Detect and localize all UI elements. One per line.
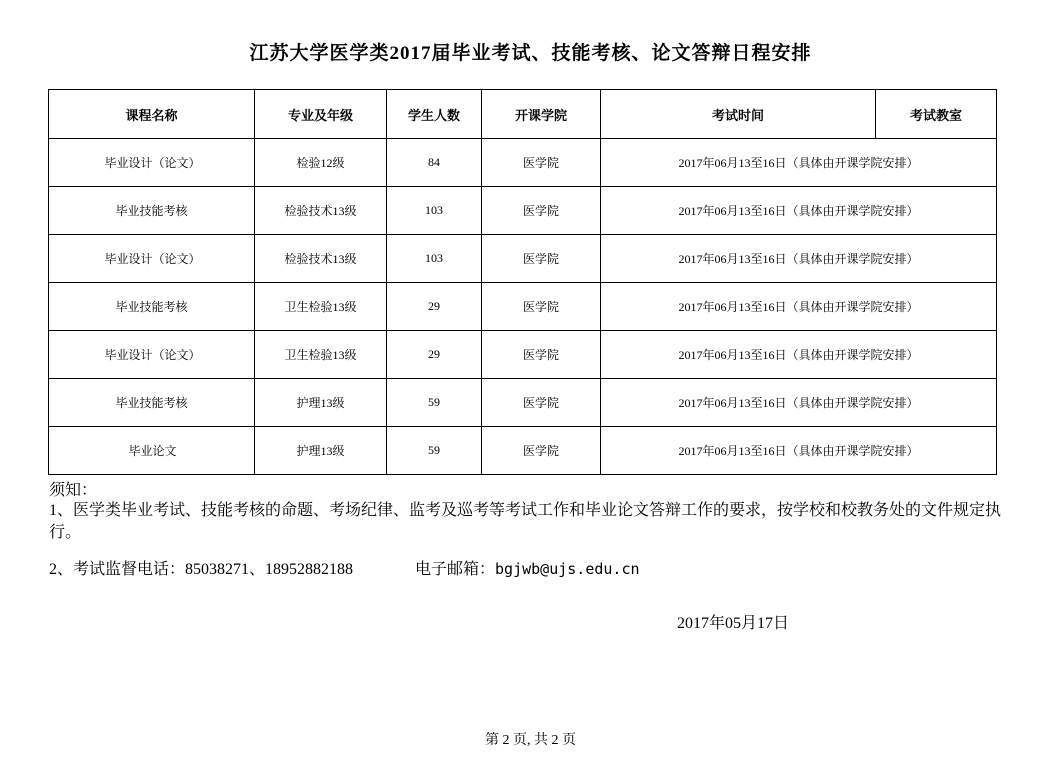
- cell-students: 103: [387, 187, 482, 235]
- supervision-phone-numbers: 2、考试监督电话：85038271、18952882188: [49, 561, 354, 578]
- table-row: [49, 379, 997, 427]
- table-row: [49, 139, 997, 187]
- cell-course: 毕业技能考核: [49, 379, 255, 427]
- note-item-1: 1、医学类毕业考试、技能考核的命题、考场纪律、监考及巡考等考试工作和毕业论文答辩工作的要求，按学校和校教务处的文件规定执行。: [49, 502, 1002, 541]
- header-college: 开课学院: [482, 90, 601, 139]
- cell-exam-time: 2017年06月13至16日（具体由开课学院安排）: [601, 139, 997, 187]
- header-student-count: 学生人数: [387, 90, 482, 139]
- cell-students: 59: [387, 427, 482, 475]
- cell-students: 29: [387, 331, 482, 379]
- cell-college: 医学院: [482, 235, 601, 283]
- cell-course: 毕业论文: [49, 427, 255, 475]
- note-item-2: [49, 556, 640, 579]
- cell-course: 毕业技能考核: [49, 187, 255, 235]
- cell-major: 卫生检验13级: [255, 331, 387, 379]
- cell-exam-time: 2017年06月13至16日（具体由开课学院安排）: [601, 187, 997, 235]
- cell-exam-time: 2017年06月13至16日（具体由开课学院安排）: [601, 283, 997, 331]
- header-major-grade: 专业及年级: [255, 90, 387, 139]
- cell-college: 医学院: [482, 331, 601, 379]
- cell-major: 护理13级: [255, 427, 387, 475]
- cell-college: 医学院: [482, 283, 601, 331]
- cell-students: 84: [387, 139, 482, 187]
- cell-college: 医学院: [482, 379, 601, 427]
- table-row: [49, 187, 997, 235]
- cell-major: 检验技术13级: [255, 187, 387, 235]
- cell-major: 卫生检验13级: [255, 283, 387, 331]
- cell-exam-time: 2017年06月13至16日（具体由开课学院安排）: [601, 427, 997, 475]
- cell-college: 医学院: [482, 187, 601, 235]
- cell-course: 毕业设计（论文）: [49, 235, 255, 283]
- cell-exam-time: 2017年06月13至16日（具体由开课学院安排）: [601, 379, 997, 427]
- page-number-footer: 第 2 页, 共 2 页: [485, 733, 576, 748]
- header-exam-time: 考试时间: [601, 90, 876, 139]
- cell-students: 59: [387, 379, 482, 427]
- cell-college: 医学院: [482, 427, 601, 475]
- cell-exam-time: 2017年06月13至16日（具体由开课学院安排）: [601, 235, 997, 283]
- cell-course: 毕业设计（论文）: [49, 139, 255, 187]
- cell-major: 检验技术13级: [255, 235, 387, 283]
- cell-students: 29: [387, 283, 482, 331]
- cell-college: 医学院: [482, 139, 601, 187]
- exam-schedule-table: [48, 89, 997, 475]
- cell-major: 护理13级: [255, 379, 387, 427]
- table-row: [49, 283, 997, 331]
- table-row: [49, 235, 997, 283]
- document-date: 2017年05月17日: [677, 615, 790, 632]
- table-row: [49, 331, 997, 379]
- cell-major: 检验12级: [255, 139, 387, 187]
- notes-heading: 须知：: [49, 482, 98, 499]
- table-header-row: [49, 90, 997, 139]
- cell-exam-time: 2017年06月13至16日（具体由开课学院安排）: [601, 331, 997, 379]
- email-label: 电子邮箱：: [415, 561, 496, 578]
- header-course-name: 课程名称: [49, 90, 255, 139]
- cell-course: 毕业技能考核: [49, 283, 255, 331]
- cell-course: 毕业设计（论文）: [49, 331, 255, 379]
- header-exam-room: 考试教室: [876, 90, 997, 139]
- email-address: bgjwb@ujs.edu.cn: [495, 560, 640, 578]
- page-title: 江苏大学医学类2017届毕业考试、技能考核、论文答辩日程安排: [249, 43, 812, 64]
- table-row: [49, 427, 997, 475]
- cell-students: 103: [387, 235, 482, 283]
